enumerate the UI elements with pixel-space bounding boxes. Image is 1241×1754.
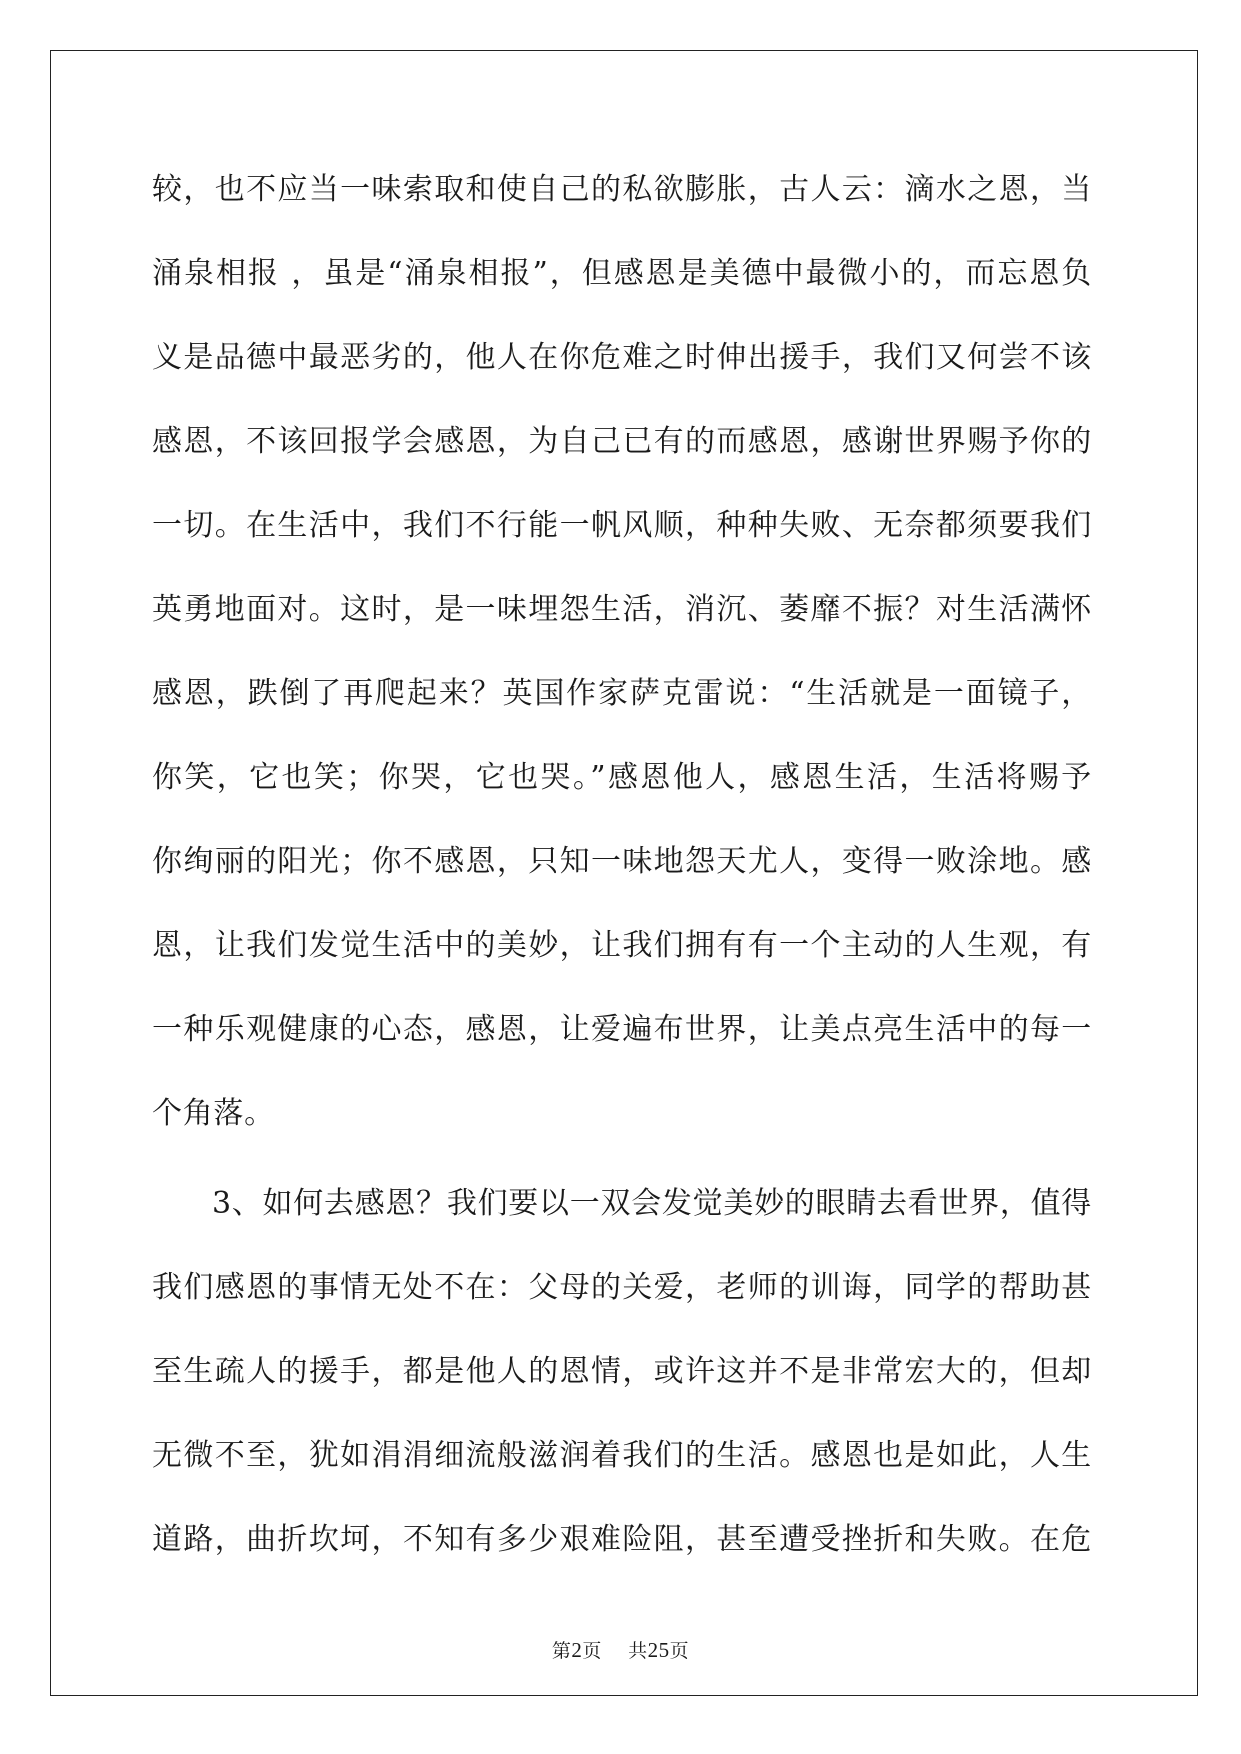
- text-line: 道路，曲折坎坷，不知有多少艰难险阻，甚至遭受挫折和失败。在危: [152, 1522, 1092, 1557]
- text-line: 一种乐观健康的心态，感恩，让爱遍布世界，让美点亮生活中的每一: [152, 1012, 1092, 1047]
- text-line: 较，也不应当一味索取和使自己的私欲膨胀，古人云：滴水之恩，当: [152, 172, 1092, 207]
- footer-page-prefix: 第: [551, 1640, 572, 1662]
- text-line: 义是品德中最恶劣的，他人在你危难之时伸出援手，我们又何尝不该: [152, 340, 1092, 375]
- footer-total-pages: 25: [647, 1638, 670, 1662]
- footer-page-number: 2: [571, 1638, 583, 1662]
- text-line: 感恩，不该回报学会感恩，为自己已有的而感恩，感谢世界赐予你的: [152, 424, 1092, 459]
- text-line: 你绚丽的阳光；你不感恩，只知一味地怨天尤人，变得一败涂地。感: [152, 844, 1092, 879]
- text-line: 涌泉相报 ，虽是“涌泉相报”，但感恩是美德中最微小的，而忘恩负: [152, 256, 1092, 291]
- text-line: 至生疏人的援手，都是他人的恩情，或许这并不是非常宏大的，但却: [152, 1354, 1092, 1389]
- text-line: 恩，让我们发觉生活中的美妙，让我们拥有有一个主动的人生观，有: [152, 928, 1092, 963]
- text-line: 无微不至，犹如涓涓细流般滋润着我们的生活。感恩也是如此，人生: [152, 1438, 1092, 1473]
- text-line-paragraph-start: 3、如何去感恩？我们要以一双会发觉美妙的眼睛去看世界，值得: [212, 1186, 1092, 1221]
- footer-total-prefix: 共: [628, 1640, 648, 1662]
- page-footer: [0, 1636, 1241, 1663]
- text-line: 感恩，跌倒了再爬起来？英国作家萨克雷说：“生活就是一面镜子，: [152, 676, 1092, 711]
- footer-total-suffix: 页: [669, 1640, 690, 1662]
- text-line: 你笑，它也笑；你哭，它也哭。”感恩他人，感恩生活，生活将赐予: [152, 760, 1092, 795]
- footer-page-suffix: 页: [582, 1640, 602, 1662]
- text-line: 我们感恩的事情无处不在：父母的关爱，老师的训诲，同学的帮助甚: [152, 1270, 1092, 1305]
- document-body: [152, 158, 1092, 1592]
- text-line-paragraph-end: 个角落。: [152, 1096, 275, 1131]
- text-line: 一切。在生活中，我们不行能一帆风顺，种种失败、无奈都须要我们: [152, 508, 1092, 543]
- text-line: 英勇地面对。这时，是一味埋怨生活，消沉、萎靡不振？对生活满怀: [152, 592, 1092, 627]
